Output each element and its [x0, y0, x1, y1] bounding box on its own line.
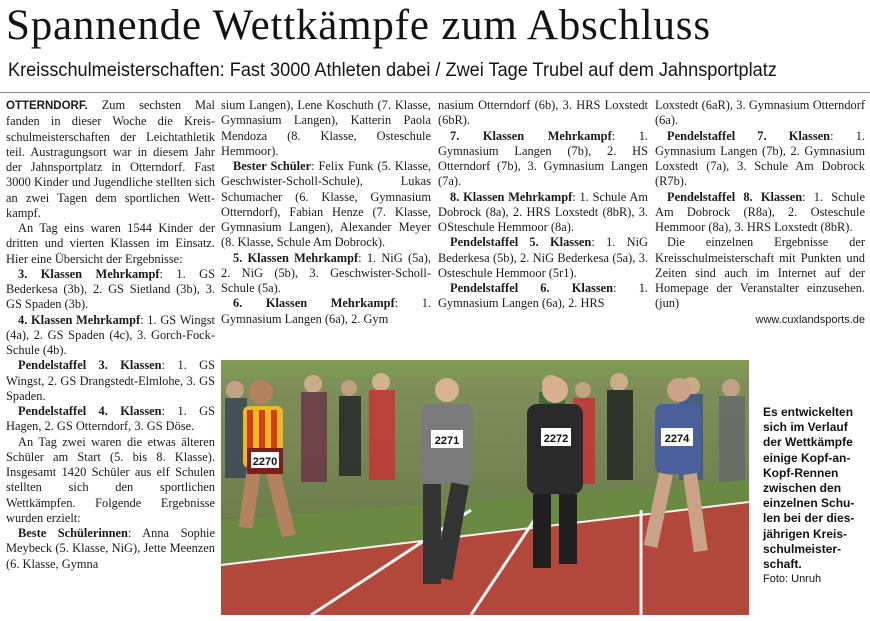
intro-paragraph — [6, 98, 215, 221]
result-item — [6, 526, 215, 572]
race-photo-illustration — [221, 360, 749, 615]
result-text: : Felix Funk (5. Klasse, Geschwister-Scholl-Schule), Lukas Schumacher (6. Klasse, Gymnasium Otterndorf), Fabian Henze (7. Klasse, Gymnasium Langen), Alexander Meyer (8. Klasse, Schule Am Dobrock). — [221, 159, 431, 250]
race-photo — [221, 360, 749, 615]
result-text: : 1. Gymnasium Langen (6a), 2. HRS — [438, 281, 648, 311]
paragraph: sium Langen), Lene Koschuth (7. Klasse, Gymnasium Langen), Katterin Paola Mendoza (8. Klasse, Osteschule Hemmoor). — [221, 98, 431, 158]
bib-number: 2271 — [434, 435, 460, 447]
result-text: : 1. Gymnasium Langen (7b), 2. Gymnasium Loxstedt (7a), 3. Schule Am Dobrock (R7b). — [655, 128, 865, 189]
result-label: Pendelstaffel 3. Klassen — [18, 358, 162, 373]
result-text: : 1. GS Bederkesa (3b), 2. GS Sietland (3b), 3. GS Spaden (3b). — [6, 266, 215, 312]
result-text: : 1. NiG (5a), 2. NiG (5b), 3. Geschwister-Scholl-Schule (5a). — [221, 250, 431, 295]
result-item — [221, 251, 431, 297]
result-label: 8. Klassen Mehrkampf — [450, 189, 573, 204]
result-label: 3. Klassen Mehrkampf — [18, 266, 160, 281]
result-text: : Anna Sophie Meybeck (5. Klasse, NiG), Jette Meenzen (6. Klasse, Gymna — [6, 526, 215, 571]
result-item — [438, 129, 648, 190]
photo-credit: Foto: Unruh — [763, 573, 822, 586]
result-item — [221, 296, 431, 327]
bib-number: 2272 — [543, 433, 569, 445]
article-column-1 — [6, 98, 215, 618]
result-item — [655, 129, 865, 190]
result-text: : 1. Gymnasium Langen (7b), 2. HS Otterndorf (7b), 3. Gymnasium Langen (7a). — [438, 128, 648, 189]
result-text: : 1. Gymnasium Langen (6a), 2. Gym — [221, 296, 431, 326]
bib-number: 2274 — [664, 433, 690, 445]
paragraph: Loxstedt (6aR), 3. Gymnasium Otterndorf (6a). — [655, 98, 865, 128]
result-item — [6, 404, 215, 435]
article-column-2 — [221, 98, 431, 354]
result-label: Pendelstaffel 5. Klassen — [450, 235, 592, 250]
divider — [0, 92, 870, 93]
result-text: : 1. Schule Am Dobrock (8a), 2. HRS Loxstedt (8bR), 3. OSteschule Hemmoor (8a). — [438, 189, 648, 234]
result-label: 5. Klassen Mehrkampf — [233, 250, 359, 265]
result-text: : 1. NiG Bederkesa (5b), 2. NiG Bederkesa (5a), 3. Osteschule Hemmoor (5r1). — [438, 235, 648, 280]
article-column-3 — [438, 98, 648, 354]
dateline: OTTERNDORF. — [6, 100, 88, 112]
subheadline: Kreisschulmeisterschaften: Fast 3000 Athleten dabei / Zwei Tage Trubel auf dem Jahnsportplatz — [8, 59, 777, 81]
paragraph: An Tag eins waren 1544 Kinder der dritten und vierten Klassen im Einsatz. Hier eine Übersicht der Ergebnisse: — [6, 221, 215, 266]
result-item — [221, 159, 431, 251]
paragraph: An Tag zwei waren die etwas älteren Schüler am Start (5. bis 8. Klasse). Insgesamt 1420 Schüler aus elf Schulen stellten sich den sportlichen Wettkämpfen. Folgende Ergebnisse wurden erzielt: — [6, 434, 215, 525]
result-label: 7. Klassen Mehrkampf — [450, 128, 612, 143]
result-label: Beste Schülerinnen — [18, 526, 128, 540]
article-column-4 — [655, 98, 865, 354]
result-label: 4. Klassen Mehrkampf — [18, 312, 141, 327]
result-item — [438, 235, 648, 281]
result-item — [438, 281, 648, 312]
headline: Spannende Wettkämpfe zum Abschluss — [6, 2, 711, 49]
paragraph: Die einzelnen Ergebnisse der Kreisschulmeisterschaft mit Punkten und Zeiten sind auch im Internet auf der Homepage der Veranstalter einzusehen. (jun) — [655, 235, 865, 311]
result-text: : 1. GS Hagen, 2. GS Otterndorf, 3. GS Döse. — [6, 404, 215, 434]
result-item — [6, 313, 215, 359]
result-label: Pendelstaffel 8. Klassen — [667, 189, 803, 204]
result-label: Pendelstaffel 7. Klassen — [667, 128, 831, 143]
result-label: Bester Schüler — [233, 159, 312, 173]
result-item — [6, 358, 215, 404]
website-link[interactable]: www.cuxlandsports.de — [755, 313, 865, 326]
result-item — [438, 190, 648, 236]
result-text: : 1. GS Wingst, 2. GS Drangstedt-Elmlohe, 3. GS Spaden. — [6, 358, 215, 403]
result-item — [655, 190, 865, 236]
result-text: : 1. Schule Am Dobrock (R8a), 2. Osteschule Hemmoor (8a), 3. HRS Loxstedt (8bR). — [655, 189, 865, 234]
bib-number: 2270 — [252, 456, 278, 468]
result-label: 6. Klassen Mehrkampf — [233, 296, 395, 311]
result-label: Pendelstaffel 4. Klassen — [18, 404, 162, 418]
paragraph: nasium Otterndorf (6b), 3. HRS Loxstedt (6bR). — [438, 98, 648, 128]
result-text: : 1. GS Wingst (4a), 2. GS Spaden (4c), 3. Gorch-Fock-Schule (4b). — [6, 312, 215, 357]
result-label: Pendelstaffel 6. Klassen — [450, 281, 614, 295]
result-item — [6, 267, 215, 313]
photo-caption — [763, 405, 867, 587]
intro-text: Zum sechsten Mal fanden in dieser Woche die Kreisschulmeisterschaften der Leichtathletik teil. Austragungsort war in diesem Jahr der Jahnsportplatz in Otterndorf. Fast 3000 Kinder und Jugendliche stellten sich an zwei Tagen dem sportlichen Wettkampf. — [6, 98, 215, 220]
caption-text: Es entwickelten sich im Verlauf der Wettkämpfe einige Kopf-an-Kopf-Rennen zwischen den einzelnen Schulen bei der diesjährigen Kreisschulmeisterschaft. — [763, 405, 855, 572]
